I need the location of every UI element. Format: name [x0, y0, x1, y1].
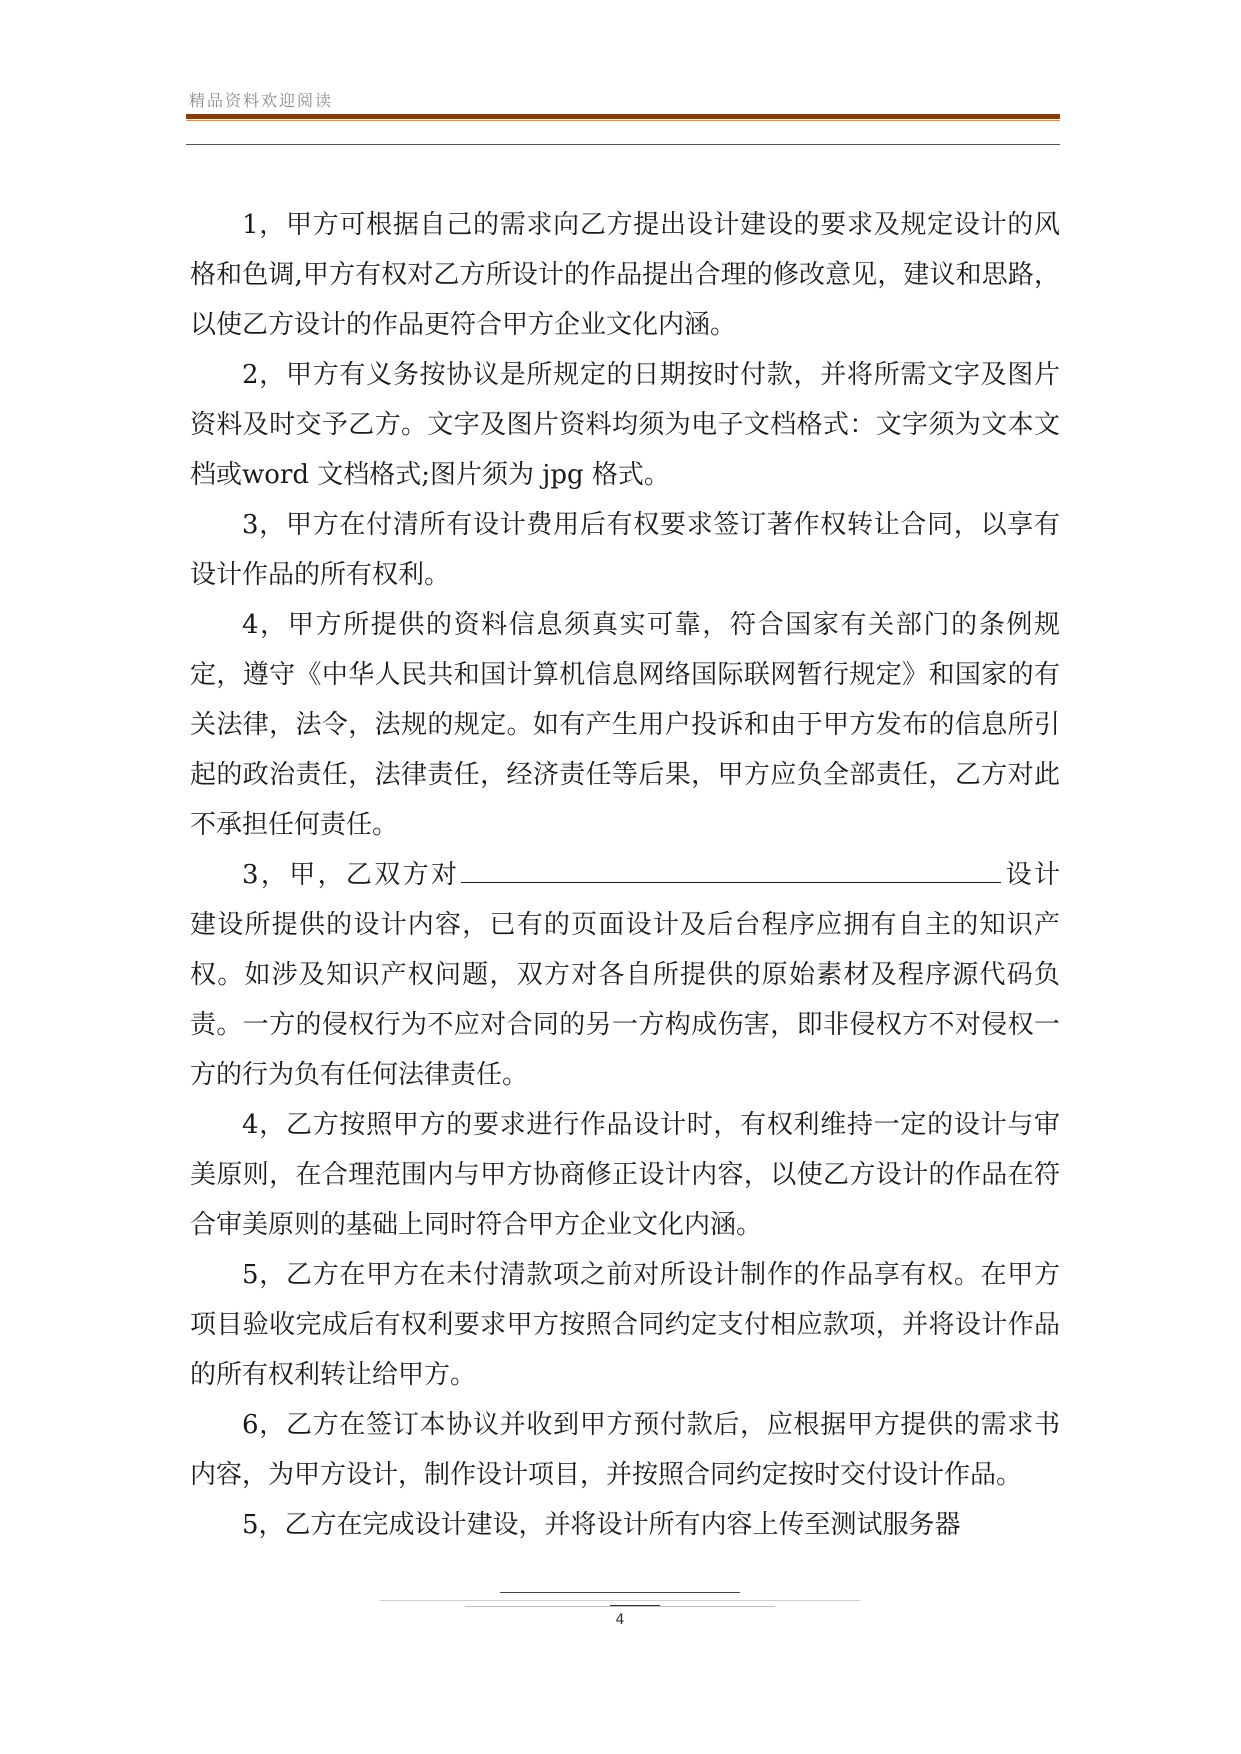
document-body — [190, 200, 1060, 1550]
header-title: 精品资料欢迎阅读 — [189, 91, 334, 110]
paragraph: 4，乙方按照甲方的要求进行作品设计时，有权利维持一定的设计与审美原则，在合理范围内与甲方协商修正设计内容，以使乙方设计的作品在符合审美原则的基础上同时符合甲方企业文化内涵。 — [190, 1110, 1060, 1240]
page-number: 4 — [615, 1612, 625, 1628]
fill-in-blank[interactable] — [461, 852, 1001, 883]
paragraph-blank-after: 设计建设所提供的设计内容，已有的页面设计及后台程序应拥有自主的知识产权。如涉及知识产权问题，双方对各自所提供的原始素材及程序源代码负责。一方的侵权行为不应对合同的另一方构成伤害，即非侵权方不对侵权一方的行为负有任何法律责任。 — [190, 860, 1060, 1090]
paragraph: 2，甲方有义务按协议是所规定的日期按时付款，并将所需文字及图片资料及时交予乙方。文字及图片资料均须为电子文档格式：文字须为文本文档或word 文档格式;图片须为 jpg 格式。 — [190, 360, 1060, 490]
header-rule-thick — [186, 114, 1060, 119]
header-rule-accent — [186, 120, 1060, 121]
footer-rule-short — [465, 1606, 775, 1607]
footer-rule — [380, 1600, 860, 1601]
paragraph-blank-before: 3，甲，乙双方对 — [242, 860, 460, 890]
paragraph-with-blank — [190, 850, 1060, 1100]
footer-rule-dark — [500, 1592, 740, 1593]
paragraph: 5，乙方在完成设计建设，并将设计所有内容上传至测试服务器 — [242, 1510, 961, 1540]
paragraph: 4，甲方所提供的资料信息须真实可靠，符合国家有关部门的条例规定，遵守《中华人民共和国计算机信息网络国际联网暂行规定》和国家的有关法律，法令，法规的规定。如有产生用户投诉和由于甲方发布的信息所引起的政治责任，法律责任，经济责任等后果，甲方应负全部责任，乙方对此不承担任何责任。 — [190, 610, 1060, 840]
paragraph: 1，甲方可根据自己的需求向乙方提出设计建设的要求及规定设计的风格和色调,甲方有权对乙方所设计的作品提出合理的修改意见，建议和思路，以使乙方设计的作品更符合甲方企业文化内涵。 — [190, 210, 1060, 340]
paragraph: 3，甲方在付清所有设计费用后有权要求签订著作权转让合同，以享有设计作品的所有权利。 — [190, 510, 1060, 590]
paragraph: 5，乙方在甲方在未付清款项之前对所设计制作的作品享有权。在甲方项目验收完成后有权利要求甲方按照合同约定支付相应款项，并将设计作品的所有权利转让给甲方。 — [190, 1260, 1060, 1390]
header-rule-thin — [186, 144, 1060, 145]
paragraph: 6，乙方在签订本协议并收到甲方预付款后，应根据甲方提供的需求书内容，为甲方设计，制作设计项目，并按照合同约定按时交付设计作品。 — [190, 1410, 1060, 1490]
